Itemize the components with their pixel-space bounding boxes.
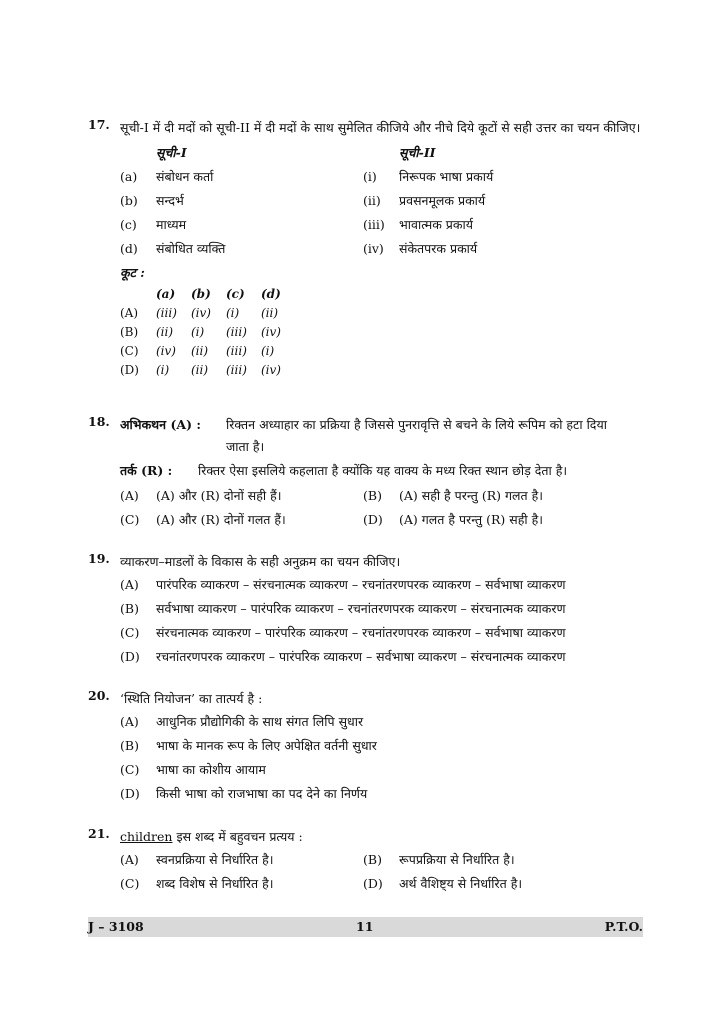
koot-cell: (i)	[156, 363, 170, 377]
option-row	[88, 782, 648, 806]
option-label: (B)	[363, 852, 382, 867]
option-row	[88, 597, 648, 621]
option-row	[88, 621, 648, 645]
koot-col-c: (c)	[226, 287, 245, 301]
list-2-heading: सूची-II	[399, 145, 436, 160]
option-label: (D)	[363, 876, 383, 891]
option-text: (A) और (R) दोनों सही हैं।	[156, 488, 282, 503]
koot-header	[88, 285, 648, 304]
koot-cell: (iii)	[226, 344, 247, 358]
page-number: 11	[356, 919, 374, 934]
option-text: किसी भाषा को राजभाषा का पद देने का निर्णय	[156, 786, 368, 801]
row-label-2: (iv)	[363, 241, 384, 256]
koot-cell: (i)	[191, 325, 205, 339]
koot-cell: (ii)	[191, 344, 209, 358]
option-text: रूपप्रक्रिया से निर्धारित है।	[399, 852, 515, 867]
question-stem: व्याकरण–माडलों के विकास के सही अनुक्रम का चयन कीजिए।	[120, 554, 401, 569]
reason-label: तर्क (R) :	[120, 463, 173, 478]
option-text: भाषा के मानक रूप के लिए अपेक्षित वर्तनी सुधार	[156, 738, 377, 753]
match-row	[88, 189, 648, 213]
stem-rest: इस शब्द में बहुवचन प्रत्यय :	[172, 829, 303, 844]
assertion-label: अभिकथन (A) :	[120, 417, 201, 432]
koot-col-d: (d)	[261, 287, 281, 301]
row-text: संबोधन कर्ता	[156, 169, 214, 184]
option-label: (A)	[120, 577, 139, 592]
question-number: 17.	[88, 117, 110, 132]
row-label: (b)	[120, 193, 138, 208]
koot-cell: (iii)	[226, 363, 247, 377]
option-label: (A)	[120, 714, 139, 729]
row-label: (a)	[120, 169, 138, 184]
question-20	[88, 688, 648, 806]
option-label: (A)	[120, 306, 139, 320]
koot-cell: (iii)	[156, 306, 177, 320]
option-text: संरचनात्मक व्याकरण – पारंपरिक व्याकरण – रचनांतरणपरक व्याकरण – सर्वभाषा व्याकरण	[156, 625, 566, 640]
question-19	[88, 551, 648, 669]
koot-col-b: (b)	[191, 287, 211, 301]
koot-cell: (ii)	[261, 306, 279, 320]
question-number: 18.	[88, 414, 110, 429]
question-18	[88, 414, 648, 532]
option-label: (D)	[120, 649, 140, 664]
row-text-2: भावात्मक प्रकार्य	[399, 217, 473, 232]
question-17	[88, 117, 648, 380]
row-text: संबोधित व्यक्ति	[156, 241, 226, 256]
assertion-text-cont: जाता है।	[226, 439, 265, 454]
row-label-2: (ii)	[363, 193, 381, 208]
paper-code: J – 3108	[88, 919, 144, 934]
option-row	[88, 758, 648, 782]
option-label: (B)	[120, 601, 139, 616]
row-text-2: संकेतपरक प्रकार्य	[399, 241, 478, 256]
option-row	[88, 508, 648, 532]
option-text: शब्द विशेष से निर्धारित है।	[156, 876, 274, 891]
option-label: (D)	[363, 512, 383, 527]
koot-cell: (iv)	[261, 363, 281, 377]
option-row	[88, 484, 648, 508]
option-label: (A)	[120, 852, 139, 867]
pto-label: P.T.O.	[604, 919, 643, 934]
row-text-2: निरूपक भाषा प्रकार्य	[399, 169, 494, 184]
option-label: (B)	[120, 738, 139, 753]
question-number: 21.	[88, 826, 110, 841]
question-21	[88, 826, 648, 896]
row-label-2: (iii)	[363, 217, 385, 232]
question-stem	[120, 826, 648, 848]
option-label: (C)	[120, 876, 140, 891]
match-row	[88, 237, 648, 261]
row-text: माध्यम	[156, 217, 187, 232]
row-text: सन्दर्भ	[156, 193, 184, 208]
koot-cell: (i)	[226, 306, 240, 320]
koot-cell: (i)	[261, 344, 275, 358]
koot-cell: (iv)	[261, 325, 281, 339]
koot-cell: (iii)	[226, 325, 247, 339]
koot-row	[88, 342, 648, 361]
row-text-2: प्रवसनमूलक प्रकार्य	[399, 193, 486, 208]
option-text: रचनांतरणपरक व्याकरण – पारंपरिक व्याकरण – सर्वभाषा व्याकरण – संरचनात्मक व्याकरण	[156, 649, 566, 664]
page-footer	[88, 917, 643, 937]
option-row	[88, 734, 648, 758]
option-label: (D)	[120, 363, 139, 377]
koot-col-a: (a)	[156, 287, 176, 301]
option-label: (B)	[120, 325, 139, 339]
question-stem: ‘स्थिति नियोजन’ का तात्पर्य है :	[120, 691, 263, 706]
koot-row	[88, 304, 648, 323]
question-stem: सूची-I में दी मदों को सूची-II में दी मदों के साथ सुमेलित कीजिये और नीचे दिये कूटों से सही उत्तर का चयन कीजिए।	[120, 120, 641, 135]
option-row	[88, 645, 648, 669]
option-label: (A)	[120, 488, 139, 503]
row-label: (d)	[120, 241, 138, 256]
assertion-text: रिक्तन अध्याहार का प्रक्रिया है जिससे पुनरावृत्ति से बचने के लिये रूपिम को हटा दिया	[226, 417, 607, 432]
option-label: (B)	[363, 488, 382, 503]
list-1-heading: सूची-I	[156, 145, 187, 160]
option-text: पारंपरिक व्याकरण – संरचनात्मक व्याकरण – रचनांतरणपरक व्याकरण – सर्वभाषा व्याकरण	[156, 577, 566, 592]
option-text: अर्थ वैशिष्ट्य से निर्धारित है।	[399, 876, 523, 891]
koot-cell: (iv)	[156, 344, 176, 358]
row-label: (c)	[120, 217, 137, 232]
option-text: स्वनप्रक्रिया से निर्धारित है।	[156, 852, 274, 867]
koot-cell: (ii)	[156, 325, 174, 339]
option-label: (C)	[120, 512, 140, 527]
question-number: 20.	[88, 688, 110, 703]
option-text: सर्वभाषा व्याकरण – पारंपरिक व्याकरण – रचनांतरणपरक व्याकरण – संरचनात्मक व्याकरण	[156, 601, 566, 616]
option-text: (A) गलत है परन्तु (R) सही है।	[399, 512, 543, 527]
option-row	[88, 872, 648, 896]
match-row	[88, 213, 648, 237]
koot-label: कूट :	[120, 265, 145, 280]
question-number: 19.	[88, 551, 110, 566]
koot-cell: (iv)	[191, 306, 211, 320]
option-text: आधुनिक प्रौद्योगिकी के साथ संगत लिपि सुधार	[156, 714, 364, 729]
option-text: (A) सही है परन्तु (R) गलत है।	[399, 488, 543, 503]
option-text: (A) और (R) दोनों गलत हैं।	[156, 512, 286, 527]
koot-cell: (ii)	[191, 363, 209, 377]
stem-word: children	[120, 829, 173, 844]
option-row	[88, 848, 648, 872]
row-label-2: (i)	[363, 169, 377, 184]
option-text: भाषा का कोशीय आयाम	[156, 762, 266, 777]
option-label: (C)	[120, 344, 139, 358]
koot-row	[88, 323, 648, 342]
option-row	[88, 573, 648, 597]
option-label: (D)	[120, 786, 140, 801]
option-label: (C)	[120, 762, 140, 777]
option-label: (C)	[120, 625, 140, 640]
option-row	[88, 710, 648, 734]
koot-row	[88, 361, 648, 380]
reason-text: रिक्तर ऐसा इसलिये कहलाता है क्योंकि यह वाक्य के मध्य रिक्त स्थान छोड़ देता है।	[198, 463, 568, 478]
match-row	[88, 165, 648, 189]
